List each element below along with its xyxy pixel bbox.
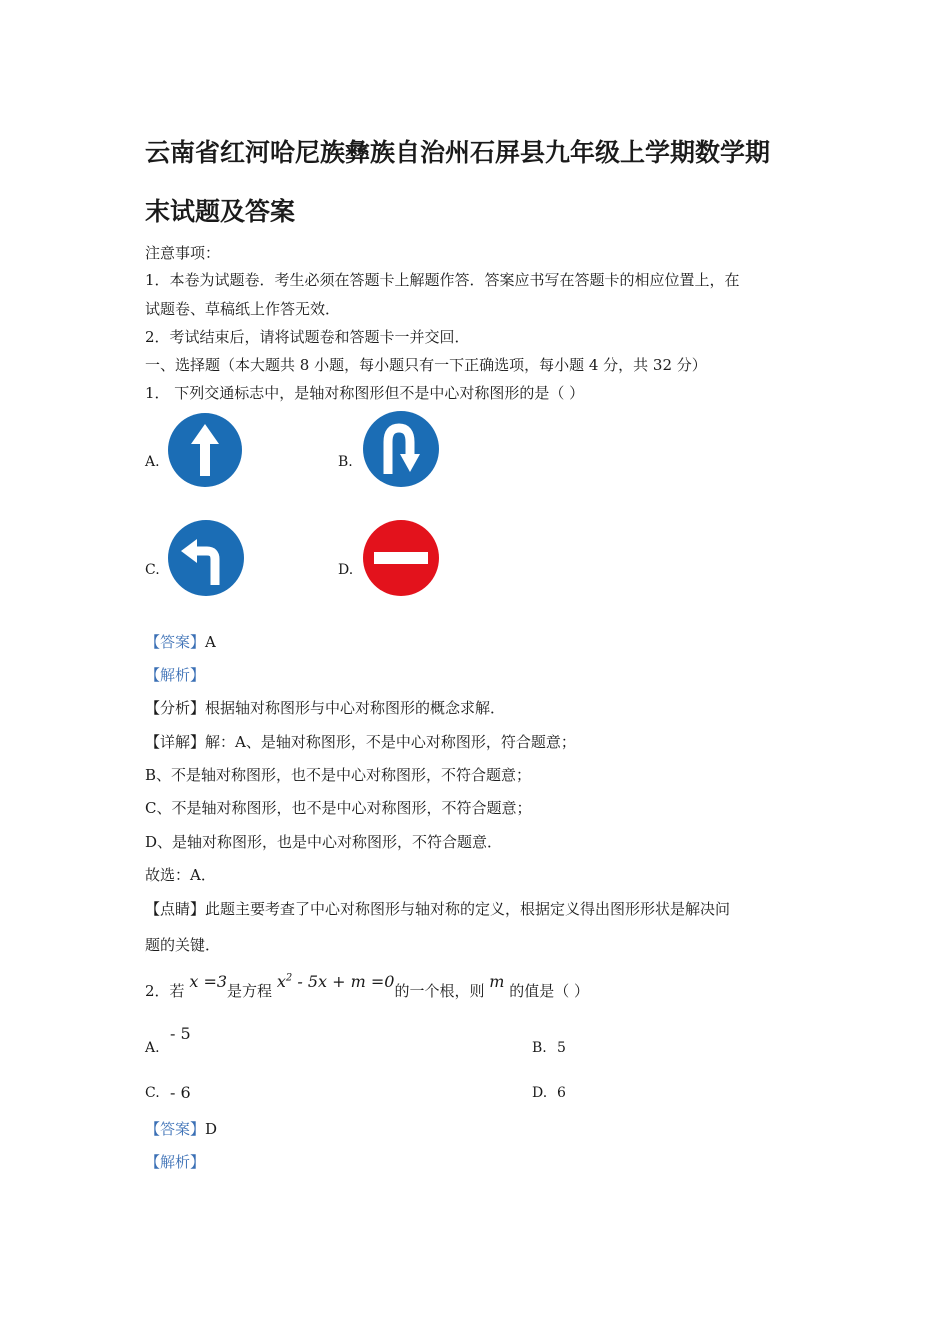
straight-ahead-sign-icon (167, 412, 243, 492)
q1-comment-line2: 题的关键． (145, 936, 221, 954)
q1-comment-tag: 【点睛】 (145, 900, 206, 918)
q2-option-c-value: - 6 (170, 1083, 191, 1102)
q1-analysis-text: 根据轴对称图形与中心对称图形的概念求解． (205, 699, 506, 717)
q1-detail-line4: D、是轴对称图形，也是中心对称图形，不符合题意． (145, 833, 503, 851)
q2-answer (145, 1118, 217, 1139)
q2-stem (145, 972, 589, 1001)
q1-analysis-tag: 【解析】 (145, 666, 206, 684)
notice-heading: 注意事项： (145, 244, 221, 262)
q1-detail-text1: 解：A、是轴对称图形，不是中心对称图形，符合题意； (205, 733, 576, 751)
q1-comment-text1: 此题主要考查了中心对称图形与轴对称的定义，根据定义得出图形形状是解决问 (205, 900, 731, 918)
q1-choice: 故选：A． (145, 866, 216, 884)
q1-stem: 1． 下列交通标志中，是轴对称图形但不是中心对称图形的是（ ） (145, 384, 585, 402)
q1-answer-value: A (205, 633, 216, 651)
q1-option-b-label: B. (338, 454, 353, 470)
q1-option-c-label: C. (145, 562, 160, 578)
q2-option-d-value: 6 (557, 1085, 566, 1101)
q2-x-value: x =3 (189, 972, 228, 991)
q1-analysis (145, 697, 505, 718)
q2-analysis-tag: 【解析】 (145, 1153, 206, 1171)
q1-detail-line3: C、不是轴对称图形，也不是中心对称图形，不符合题意； (145, 799, 532, 817)
q2-root-text: 的一个根，则 (394, 982, 485, 1000)
q1-answer-tag: 【答案】 (145, 633, 206, 651)
q1-detail-line1 (145, 731, 576, 752)
q2-option-b-value: 5 (557, 1040, 566, 1056)
q2-option-a-label: A. (145, 1040, 160, 1056)
q1-detail-tag: 【详解】 (145, 733, 206, 751)
notice-item2: 2．考试结束后，请将试题卷和答题卡一并交回． (145, 328, 470, 346)
q1-option-a-label: A. (145, 454, 160, 470)
no-entry-sign-icon (362, 519, 440, 601)
q1-analysis-tag2: 【分析】 (145, 699, 206, 717)
q2-is-equation: 是方程 (227, 982, 273, 1000)
notice-item1-line2: 试题卷、草稿纸上作答无效． (145, 300, 341, 318)
q2-number: 2． (145, 982, 170, 1000)
q2-answer-tag: 【答案】 (145, 1120, 206, 1138)
section1-heading: 一、选择题（本大题共 8 小题，每小题只有一下正确选项，每小题 4 分，共 32 分） (145, 356, 707, 374)
q2-option-b-label: B. (532, 1040, 547, 1056)
turn-left-sign-icon (167, 519, 245, 601)
page-title-line1: 云南省红河哈尼族彝族自治州石屏县九年级上学期数学期 (145, 138, 771, 167)
q2-ruo: 若 (169, 982, 185, 1000)
q1-option-d-label: D. (338, 562, 354, 578)
notice-item1-line1: 1．本卷为试题卷．考生必须在答题卡上解题作答．答案应书写在答题卡的相应位置上，在 (145, 271, 740, 289)
q2-eq-x: x (276, 972, 286, 991)
q2-option-d-label: D. (532, 1085, 548, 1101)
q1-comment-line1 (145, 898, 730, 919)
q2-option-a-value: - 5 (170, 1024, 191, 1043)
q2-value-text: 的值是（ ） (509, 982, 589, 1000)
q2-m: m (489, 972, 505, 991)
q1-answer (145, 631, 216, 652)
q2-eq-rest: - 5x + m =0 (292, 972, 395, 991)
q2-answer-value: D (205, 1120, 218, 1138)
q2-eq-exp: 2 (285, 972, 293, 984)
q2-option-c-label: C. (145, 1085, 160, 1101)
page-title-line2: 末试题及答案 (145, 197, 296, 226)
u-turn-sign-icon (362, 410, 440, 492)
q1-detail-line2: B、不是轴对称图形，也不是中心对称图形，不符合题意； (145, 766, 532, 784)
q2-equation (277, 972, 395, 991)
